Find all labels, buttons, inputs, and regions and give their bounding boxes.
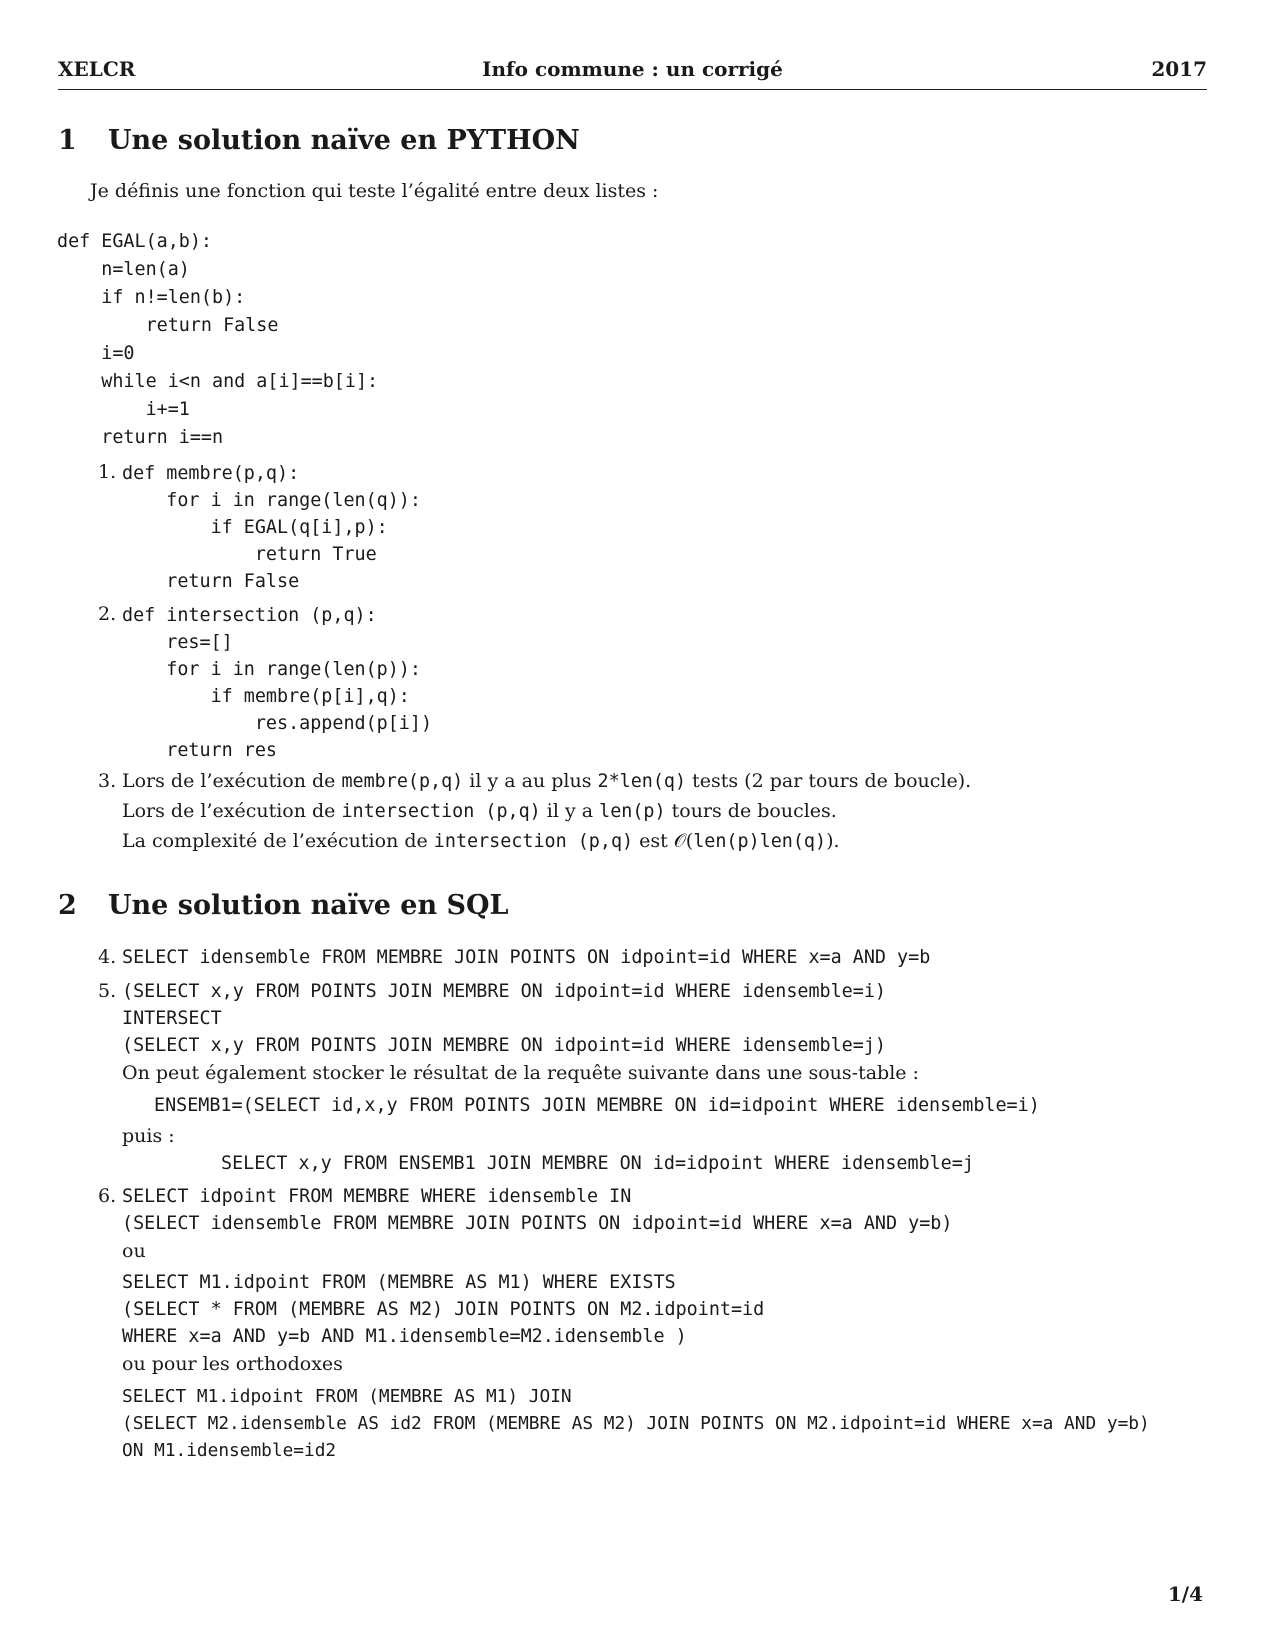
item-2-label: 2. [98,603,117,625]
egal-function-code: def EGAL(a,b): n=len(a) if n!=len(b): return False i=0 while i<n and a[i]==b[i]: i+=1 return i==n [57,231,379,448]
sql-6-orthodox: ou pour les orthodoxes [122,1353,343,1375]
sql-query-4: SELECT idensemble FROM MEMBRE JOIN POINTS ON idpoint=id WHERE x=a AND y=b [122,947,931,968]
sql-5-note: On peut également stocker le résultat de la requête suivante dans une sous-table : [122,1062,919,1084]
header-title: Info commune : un corrigé [482,57,783,81]
section-title: Une solution naïve en SQL [108,890,509,921]
item-5-label: 5. [98,980,117,1002]
text: est 𝒪( [633,830,694,852]
item-3-label: 3. [98,770,117,792]
page-number: 1/4 [1167,1582,1203,1606]
item-6-label: 6. [98,1185,117,1207]
sql-query-6a: SELECT idpoint FROM MEMBRE WHERE idensemble IN (SELECT idensemble FROM MEMBRE JOIN POINTS ON idpoint=id WHERE x=a AND y=b) [122,1186,953,1234]
item-1-label: 1. [98,461,117,483]
text: Lors de l’exécution de [122,770,342,792]
section-2-heading [58,890,508,921]
text: La complexité de l’exécution de [122,830,434,852]
sql-query-5-subtable: ENSEMB1=(SELECT id,x,y FROM POINTS JOIN MEMBRE ON id=idpoint WHERE idensemble=i) [154,1095,1040,1116]
inline-code: intersection (p,q) [433,831,634,852]
text: il y a au plus [463,770,598,792]
sql-5-then: puis : [122,1125,175,1147]
sql-query-6b: SELECT M1.idpoint FROM (MEMBRE AS M1) WHERE EXISTS (SELECT * FROM (MEMBRE AS M2) JOIN POINTS ON M2.idpoint=id WHERE x=a AND y=b AND M1.idensemble=M2.idensemble ) [122,1272,765,1347]
inline-code: len(p)len(q) [693,831,827,852]
page-header [58,55,1207,90]
text: il y a [540,800,600,822]
membre-function-code: def membre(p,q): for i in range(len(q)): if EGAL(q[i],p): return True return False [122,463,421,592]
inline-code: len(p) [599,801,666,822]
text: tours de boucles. [665,800,837,822]
section-1-heading [58,125,580,156]
text: Lors de l’exécution de [122,800,342,822]
intro-paragraph: Je définis une fonction qui teste l’égalité entre deux listes : [90,180,659,202]
inline-code: membre(p,q) [341,771,464,792]
section-title: Une solution naïve en PYTHON [108,125,580,156]
complexity-line-3 [122,830,840,852]
complexity-line-1 [122,770,971,792]
header-left: XELCR [58,57,136,81]
inline-code: 2*len(q) [597,771,687,792]
item-4-label: 4. [98,946,117,968]
intersection-function-code: def intersection (p,q): res=[] for i in range(len(p)): if membre(p[i],q): res.append(p[i]) return res [122,605,433,761]
section-number: 1 [58,125,77,156]
text: ). [826,830,840,852]
inline-code: intersection (p,q) [341,801,541,822]
sql-query-5: (SELECT x,y FROM POINTS JOIN MEMBRE ON idpoint=id WHERE idensemble=i) INTERSECT (SELECT x,y FROM POINTS JOIN MEMBRE ON idpoint=id WHERE idensemble=j) [122,981,886,1056]
complexity-line-2 [122,800,837,822]
sql-query-6c: SELECT M1.idpoint FROM (MEMBRE AS M1) JOIN (SELECT M2.idensemble AS id2 FROM (MEMBRE AS M2) JOIN POINTS ON M2.idpoint=id WHERE x=a AND y=b) ON M1.idensemble=id2 [122,1386,1150,1461]
text: tests (2 par tours de boucle). [686,770,972,792]
section-number: 2 [58,890,77,921]
sql-query-5-join: SELECT x,y FROM ENSEMB1 JOIN MEMBRE ON id=idpoint WHERE idensemble=j [221,1153,974,1174]
header-year: 2017 [1151,57,1207,81]
sql-6-or: ou [122,1240,146,1262]
